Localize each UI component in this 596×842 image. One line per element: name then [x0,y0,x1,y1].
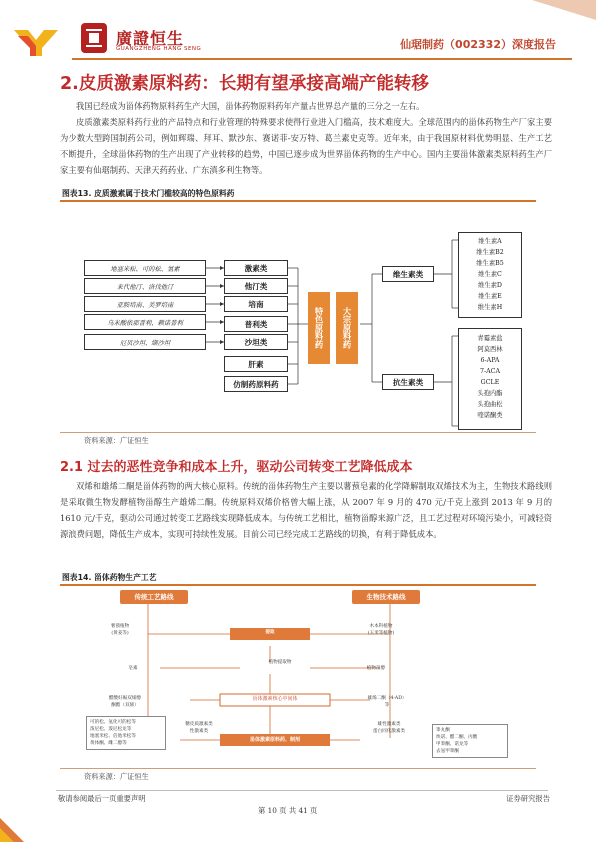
left-item: 乌米酸依那普利、赖诺普利 [84,314,206,330]
header-corner-decoration [532,0,596,20]
subsection-heading: 2.1 过去的恶性竞争和成本上升，驱动公司转变工艺降低成本 [60,460,413,475]
antibiotic-item: GCLE [480,379,500,386]
figure-title: 图表13. 皮质激素属于技术门槛较高的特色原料药 [62,189,235,198]
antibiotic-item: 阿莫西林 [477,346,503,353]
saponin: 皂素 [128,666,138,671]
mid-item: 普利类 [224,316,288,332]
androgen-classes: 雄性激素类 蛋白同化激素类 [372,722,406,734]
vitamin-item: 维生素A [478,238,502,245]
footer-rule [56,790,548,791]
antibiotics-category: 抗生素类 [382,374,434,390]
left-drug-list: 可的松、氢化可的松等 泼尼松、泼尼松龙等 地塞米松、倍他米松等 黄体酮、雌二醇等 [86,716,166,750]
figure-source: 资料来源：广证恒生 [84,772,149,781]
vitamin-item: 维生素B5 [476,260,504,267]
vitamins-list [458,232,522,318]
specialty-api-label: 特色原料药 [308,292,330,364]
right-drug-list: 睾丸酮 炔诺、醋二酮、丙酸 甲睾酮、诺龙等 去氢甲睾酮 [432,724,508,758]
mid-item: 沙坦类 [224,334,288,350]
figure-rule [60,200,536,202]
left-item: 来代他汀、洛伐他汀 [84,278,206,294]
antibiotic-item: 7-ACA [479,368,501,375]
paragraph-text: 双烯和雄烯二酮是甾体药物的两大核心原料。传统的甾体药物生产主要以薯蓣皂素的化学降解制取双烯技术为主，生物技术路线则是采取微生物发酵植物甾醇生产雄烯二酮。传统原料双烯价格曾大幅上涨，从 2007 年 9 月的 470 元/千克上涨到 2013 年 9 月的 1610 元/千克，驱动公司通过转变工艺路线实现降低成本。与传统工艺相比，植物甾醇来源广泛，且工艺过程对环境污染小，可减轻资源浪费问题，降低生产成本，实现可持续性发展。目前公司已经完成工艺路线的切换，有利于降低成本。 [60,481,552,539]
corner-decoration-icon [0,798,40,842]
biotech-route-label: 生物技术路线 [352,590,420,604]
antibiotic-item: 青霉素盐 [477,335,503,342]
glucocorticoid-classes: 糖皮质激素类 性激素类 [185,722,213,734]
left-item: 地塞米松、可的松、氢素 [84,260,206,276]
mid-item: 激素类 [224,260,288,276]
core-intermediate: 甾体激素核心中间体 [252,696,298,702]
plant-sterol: 植物甾醇 [366,666,386,671]
page-header [0,0,596,60]
footer-report-type: 证券研究报告 [506,794,550,803]
figure-source: 资料来源：广证恒生 [84,436,149,445]
header-rule [72,58,572,60]
antibiotics-list [458,328,522,430]
vitamin-item: 维生素D [478,282,502,289]
diene-intermediate: 醋酸妊娠双烯醇 酮酯（双烯） [108,696,142,708]
paragraph-text: 我国已经成为甾体药物原料药生产大国，甾体药物原料药年产量占世界总产量的三分之一左右。 [76,101,425,111]
api-and-preparations: 甾体激素原料药、制剂 [249,737,300,743]
section-heading: 2.皮质激素原料药：长期有望承接高端产能转移 [60,74,429,94]
right-source-plant: 木本科植物 (玉米等植物) [367,624,395,636]
mid-item: 培南 [224,296,288,312]
left-source-plant: 薯蓣植物 (黄姜等) [110,624,130,636]
antibiotic-item: 头孢曲松 [477,401,503,408]
paragraph [60,114,552,178]
antibiotic-item: 头孢内酯 [477,390,503,397]
page-number: 第 10 页 共 41 页 [258,806,318,815]
brand-name-en: GUANGZHENG HANG SENG [116,46,202,52]
paragraph-text: 皮质激素类原料药行业的产品特点和行业管理的特殊要求使得行业进入门槛高，技术难度大。全球范围内的甾体药物生产厂家主要为少数大型跨国制药公司，例如辉瑞、拜耳、默沙东、赛诺菲-安万特、葛兰素史克等。近年来，由于我国原材料优势明显、生产工艺不断提升，全球甾体药物的生产出现了产业转移的趋势，中国已逐步成为世界甾体药物的生产中心。国内主要甾体激素类原料药生产厂家主要有仙琚制药、天津天药药业、广东滇多利生物等。 [60,117,552,175]
footer-disclaimer: 敬请参阅最后一页重要声明 [58,794,146,803]
vitamin-item: 维生素B2 [476,249,504,256]
figure-rule [60,584,536,586]
antibiotic-item: 喹诺酮类 [477,412,503,419]
left-item: 厄贝沙坦、缬沙坦 [84,334,206,350]
plant-extract: 植物提取物 [268,660,292,665]
extraction-label: 提取 [265,630,275,635]
vitamin-item: 维生素E [478,293,502,300]
brand-name-cn: 廣證恒生 [116,29,185,48]
paragraph [60,98,552,114]
figure-bottom-rule [60,432,536,433]
left-item: 亚胺培南、美罗培南 [84,296,206,312]
traditional-route-label: 传统工艺路线 [120,590,188,604]
report-title: 仙琚制药（002332）深度报告 [400,38,556,51]
antibiotic-item: 6-APA [480,357,500,364]
vitamin-item: 维生素H [477,304,503,311]
figure-title: 图表14. 甾体药物生产工艺 [62,573,157,582]
vitamin-item: 维生素C [478,271,502,278]
paragraph [60,478,552,542]
mid-item: 肝素 [224,356,288,372]
bulk-api-label: 大宗原料药 [336,292,358,364]
vitamins-category: 维生素类 [382,266,434,282]
androstenedione: 雄烯二酮（4-AD） 等 [367,696,407,708]
mid-item: 他汀类 [224,278,288,294]
brand-seal-icon [80,22,108,54]
company-logo-icon [14,26,60,56]
figure-bottom-rule [60,768,536,769]
mid-item: 仿制药原料药 [224,376,288,392]
